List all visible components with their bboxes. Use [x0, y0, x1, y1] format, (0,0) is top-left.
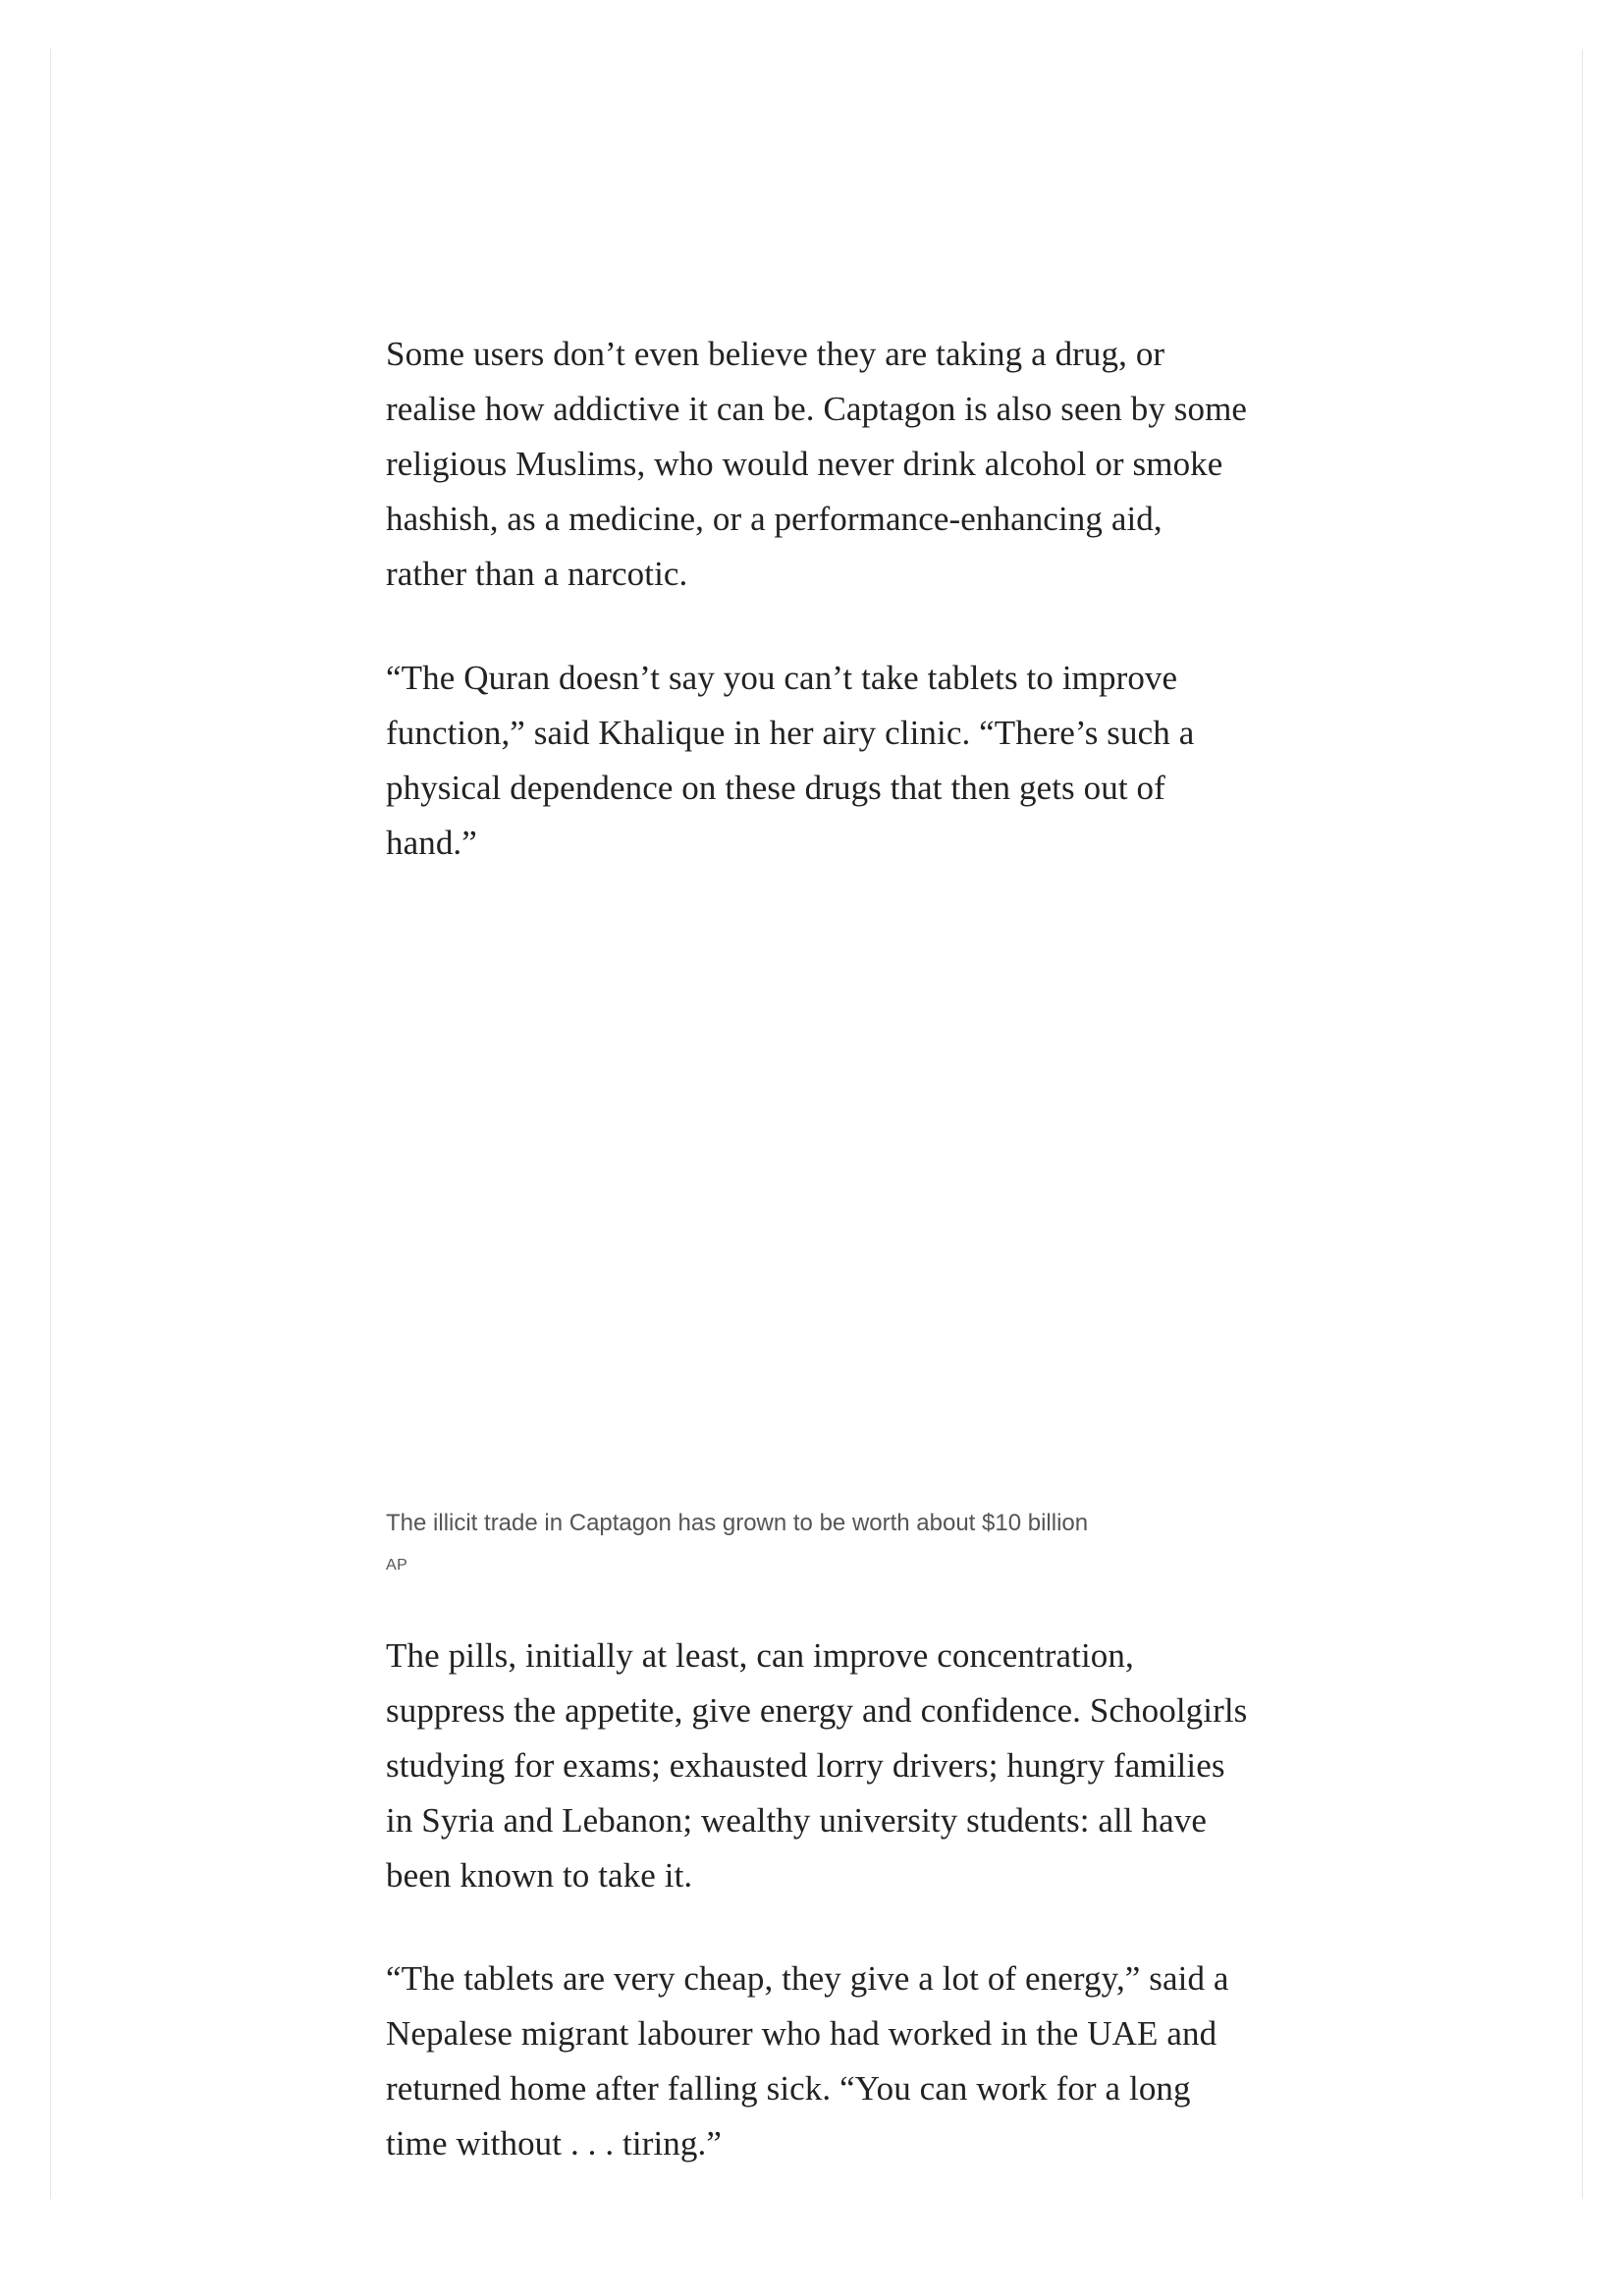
article-paragraph: Some users don’t even believe they are taking a drug, or realise how addictive it can be. Captagon is also seen by some religious Muslims, who would never drink alcohol or smoke hashish, as a medicine, or a performance-enhancing aid, rather than a narcotic.: [386, 335, 1248, 593]
article-paragraph: “The tablets are very cheap, they give a lot of energy,” said a Nepalese migrant labourer who had worked in the UAE and returned home after falling sick. “You can work for a long time without . . . tiring.”: [386, 1959, 1229, 2163]
article-paragraph: “The Quran doesn’t say you can’t take tablets to improve function,” said Khalique in her airy clinic. “There’s such a physical dependence on these drugs that then gets out of hand.”: [386, 659, 1195, 862]
article-paragraph: The pills, initially at least, can improve concentration, suppress the appetite, give energy and confidence. Schoolgirls studying for exams; exhausted lorry drivers; hungry families in Syria and Lebanon; wealthy university students: all have been known to take it.: [386, 1636, 1248, 1895]
image-credit: AP: [386, 1557, 408, 1574]
page-border-left: [50, 49, 51, 2199]
image-caption: The illicit trade in Captagon has grown to be worth about $10 billion: [386, 1510, 1089, 1536]
page-border-right: [1582, 49, 1583, 2199]
article-image-placeholder: [386, 883, 1250, 1482]
